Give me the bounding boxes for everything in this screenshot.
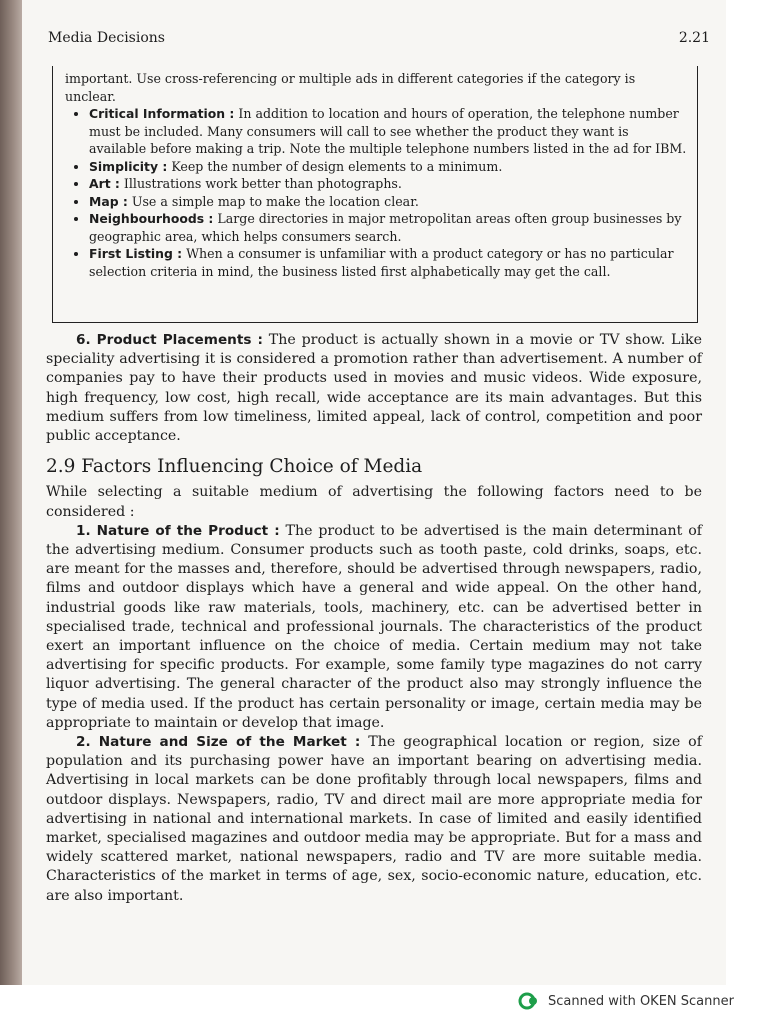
section-intro: While selecting a suitable medium of advertising the following factors need to be considered : xyxy=(46,484,702,520)
book-spine xyxy=(0,0,22,985)
list-item: • First Listing : When a consumer is unfamiliar with a product category or has no particular selection criteria in mind, the business listed first alphabetically may get the call. xyxy=(89,245,689,280)
section-title: 2.9 Factors Influencing Choice of Media xyxy=(46,456,423,478)
watermark-text: Scanned with OKEN Scanner xyxy=(548,993,734,1009)
list-item: • Map : Use a simple map to make the location clear. xyxy=(89,193,689,211)
page-number: 2.21 xyxy=(678,30,710,46)
scanner-watermark xyxy=(518,990,734,1012)
oken-logo-icon xyxy=(518,990,540,1012)
list-item: • Art : Illustrations work better than photographs. xyxy=(89,175,689,193)
list-item: • Critical Information : In addition to location and hours of operation, the telephone number must be included. Many consumers will call to see whether the product they want is available before making a trip. Note the multiple telephone numbers listed in the ad for IBM. xyxy=(89,105,689,158)
tips-box xyxy=(52,66,698,323)
header-title: Media Decisions xyxy=(48,30,165,46)
box-lead-text: important. Use cross-referencing or multiple ads in different categories if the category is unclear. xyxy=(65,71,636,104)
factor-paragraph: 2. Nature and Size of the Market : The geographical location or region, size of population and its purchasing power have an important bearing on advertising media. Advertising in local markets can be done profitably through local newspapers, films and outdoor displays. Newspapers, radio, TV and direct mail are more appropriate media for advertising in national and international markets. In case of limited and easily identified market, specialised magazines and outdoor media may be appropriate. But for a mass and widely scattered market, national newspapers, radio and TV are more suitable media. Characteristics of the market in terms of age, sex, socio-economic nature, education, etc. are also important. xyxy=(46,734,702,904)
product-placements-heading: 6. Product Placements : xyxy=(76,332,263,348)
book-page xyxy=(22,0,726,985)
factor-heading: 1. Nature of the Product : xyxy=(76,522,280,539)
running-header xyxy=(48,30,710,46)
factor-paragraph: 1. Nature of the Product : The product to be advertised is the main determinant of the advertising medium. Consumer products such as tooth paste, cold drinks, soaps, etc. are meant for the masses and, therefore, should be advertised through newspapers, radio, films and outdoor displays which have a general and wide appeal. On the other hand, industrial goods like raw materials, tools, machinery, etc. can be advertised better in specialised trade, technical and professional journals. The characteristics of the product exert an important influence on the choice of media. Certain medium may not take advertising for specific products. For example, some family type magazines do not carry liquor advertising. The general character of the product also may strongly influence the type of media used. If the product has certain personality or image, certain media may be appropriate to maintain or develop that image. xyxy=(46,522,702,731)
list-item: • Simplicity : Keep the number of design elements to a minimum. xyxy=(89,158,689,176)
tips-list xyxy=(65,105,689,280)
list-item: • Neighbourhoods : Large directories in major metropolitan areas often group businesses by geographic area, which helps consumers search. xyxy=(89,210,689,245)
product-placements-paragraph: 6. Product Placements : The product is actually shown in a movie or TV show. Like speciality advertising it is considered a promotion rather than advertisement. A number of companies pay to have their products used in movies and music videos. Wide exposure, high frequency, low cost, high recall, wide acceptance are its main advantages. But this medium suffers from low timeliness, limited appeal, lack of control, competition and poor public acceptance. xyxy=(46,332,702,445)
factor-heading: 2. Nature and Size of the Market : xyxy=(76,734,361,751)
main-text xyxy=(46,331,702,906)
